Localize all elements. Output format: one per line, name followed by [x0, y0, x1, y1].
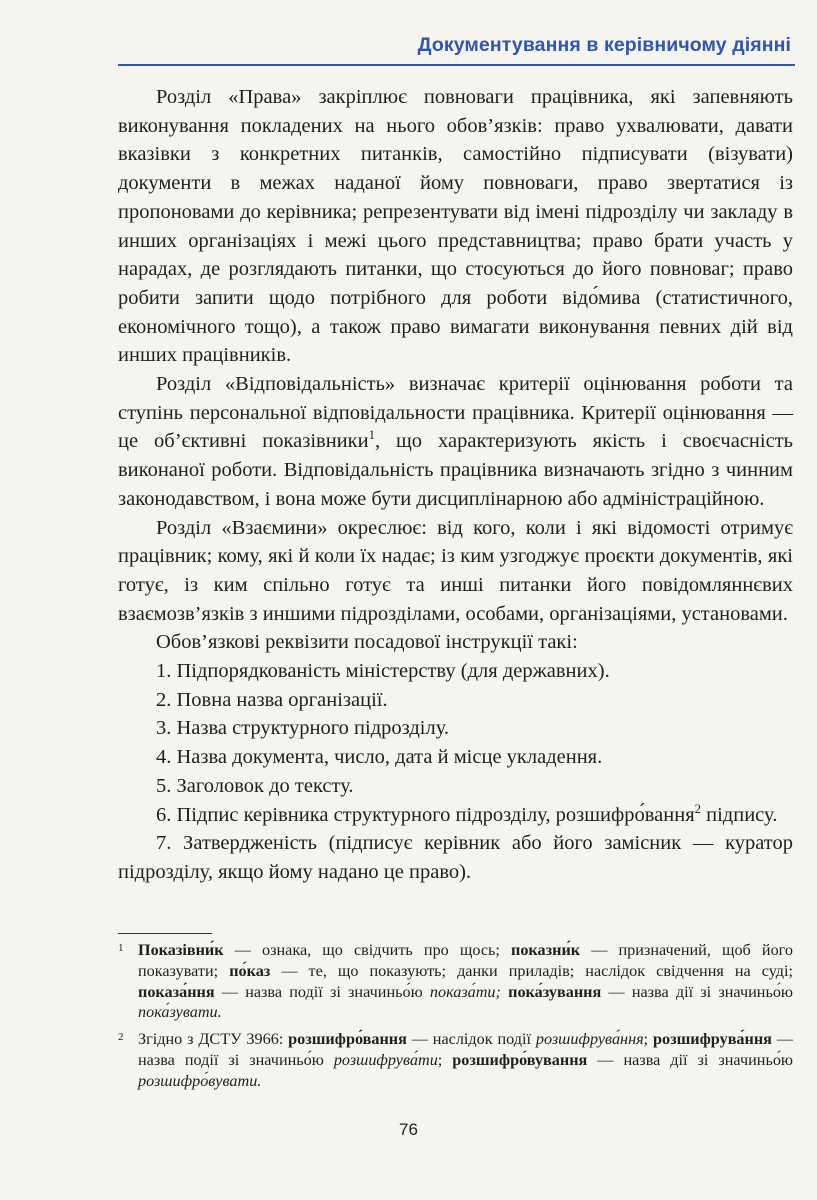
footnote-rule: [118, 933, 212, 934]
list-item-6-part2: підпису.: [701, 803, 778, 826]
footnote-1: [118, 940, 793, 1023]
list-item: 5. Заголовок до тексту.: [156, 774, 354, 797]
footnote-1-italic: показа́ти;: [429, 982, 501, 1001]
footnote-2-italic: розшифро́вувати.: [138, 1071, 262, 1090]
footnote-2: [118, 1029, 793, 1091]
footnote-2-mark: 2: [118, 1031, 124, 1044]
footnote-2-text: Згідно з ДСТУ 3966:: [138, 1030, 289, 1049]
paragraph-requisites-intro: Обов’язкові реквізити посадової інструкції такі:: [156, 631, 578, 654]
footnote-1-term: показа́ння: [138, 982, 215, 1001]
footnote-1-text: — те, що показують; данки приладів; наслідок свідчення на суді;: [270, 961, 793, 980]
footnote-1-mark: 1: [118, 942, 124, 954]
footnote-2-italic: розшифрува́ння: [535, 1030, 644, 1049]
main-text: [118, 83, 793, 887]
footnote-2-term: розшифро́вання: [288, 1030, 407, 1049]
footnote-1-term: пока́зування: [508, 982, 602, 1001]
footnotes: [118, 940, 793, 1098]
list-item: [118, 801, 793, 830]
page-number: 76: [399, 1120, 418, 1139]
footnote-2-text: ;: [437, 1050, 453, 1069]
footnote-ref-1: 1: [368, 428, 375, 443]
footnote-1-term: по́каз: [229, 961, 271, 980]
list-item: 7. Затвердженість (підписує керівник або його замісник — куратор підрозділу, якщо йому надано це право).: [118, 832, 793, 883]
running-header-title: Документування в керівничому діянні: [417, 34, 791, 56]
footnote-1-text: — назва події зі значиньо́ю: [214, 982, 430, 1001]
paragraph-responsibility-part1: Розділ «Відповідальність» визначає критерії оцінювання роботи та ступінь персональної відповідальности працівника. Критерії оцінювання — це об’єктивні показівники: [118, 373, 793, 453]
list-item-6-part1: 6. Підпис керівника структурного підрозділу, розшифро́вання: [156, 803, 695, 826]
paragraph-responsibility-part2: , що характеризують якість і своєчасність виконаної роботи. Відповідальність працівника визначають згідно з чинним законодавством, і вона може бути дисциплінарною або адміністраційною.: [118, 430, 794, 510]
header-rule: [118, 64, 795, 66]
footnote-2-text: — наслідок події: [406, 1030, 536, 1049]
footnote-ref-2: 2: [694, 801, 701, 816]
footnote-1-text: — ознака, що свідчить про щось;: [223, 941, 512, 959]
footnote-1-text: — назва дії зі значиньо́ю: [601, 982, 794, 1001]
list-item: 3. Назва структурного підрозділу.: [156, 717, 450, 740]
paragraph-relations: Розділ «Взаємини» окреслює: від кого, коли і які відомості отримує працівник; кому, які й коли їх надає; із ким узгоджує проєкти документів, які готує, із ким спільно готує та инші питанки його повідомляннєвих взаємозв’язків з иншими підрозділами, особами, організаціями, установами.: [118, 516, 793, 625]
footnote-2-term: розшифрува́ння: [653, 1030, 772, 1049]
footnote-2-italic: розшифрува́ти: [333, 1050, 438, 1069]
footnote-2-text: ;: [643, 1030, 654, 1049]
footnote-2-text: — назва дії зі значиньо́ю: [587, 1050, 794, 1069]
paragraph-rights: Розділ «Права» закріплює повноваги працівника, які запевняють виконування покладених на нього обов’язків: право ухвалювати, давати вказівки з конкретних питанків, самостійно підписувати (візувати) документи в межах наданої йому повноваги, право звертатися із пропоновами до керівника; репрезентувати від імені підрозділу чи закладу в инших організаціях і межі цього представництва; право брати участь у нарадах, де розглядають питанки, що стосуються до його повноваг; право робити запити щодо потрібного для роботи відо́мива (статистичного, економічного тощо), а також право вимагати виконування певних дій від инших працівників.: [118, 86, 793, 367]
footnote-1-term: Показівни́к: [138, 941, 224, 959]
paragraph-responsibility: [118, 370, 793, 514]
list-item: 4. Назва документа, число, дата й місце укладення.: [156, 746, 603, 769]
list-item: 1. Підпорядкованість міністерству (для державних).: [156, 660, 610, 683]
footnote-1-text: — призначений, щоб його показувати;: [138, 941, 793, 980]
list-item: 2. Повна назва організації.: [156, 688, 388, 711]
footnote-1-italic: пока́зувати.: [138, 1003, 222, 1022]
footnote-2-text: — назва події зі значиньо́ю: [138, 1030, 794, 1069]
footnote-1-term: показни́к: [511, 941, 581, 959]
footnote-2-term: розшифро́вування: [452, 1050, 588, 1069]
